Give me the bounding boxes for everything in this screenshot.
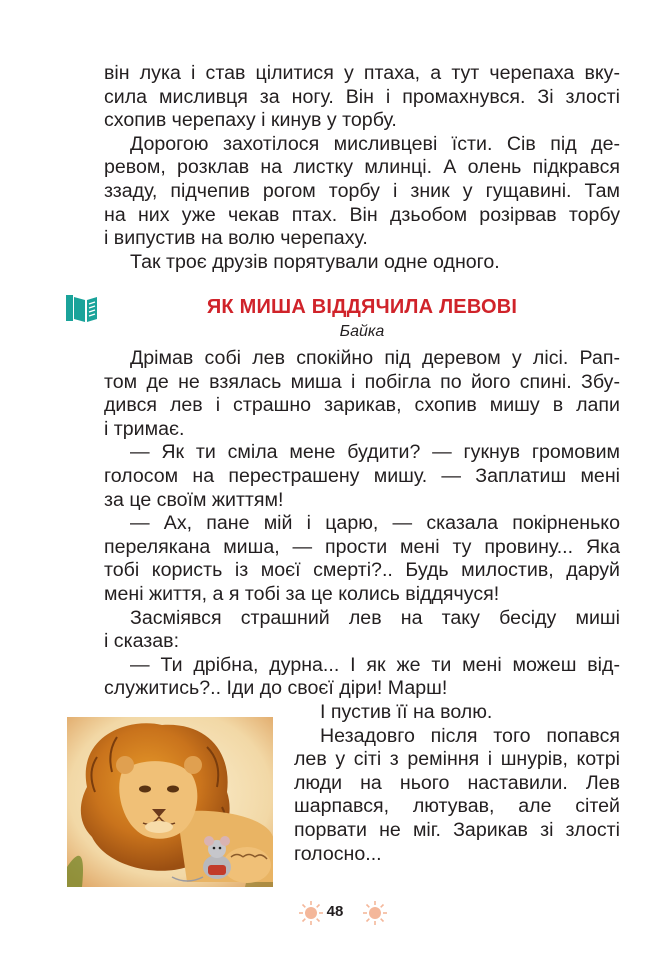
text-line: ревом, розклав на листку млинці. А олень підкрався: [104, 156, 620, 179]
paragraph-lion-mocks: [104, 654, 620, 701]
paragraph-hunter-missed: [104, 62, 620, 133]
text-line: тобі користь із моєї смерті?.. Будь милостив, даруй: [104, 559, 620, 582]
text-line: Незадовго після того попався: [320, 724, 620, 747]
paragraph-lion-speaks: [104, 441, 620, 512]
story-title: ЯК МИША ВІДДЯЧИЛА ЛЕВОВІ: [206, 296, 518, 318]
text-line: служитись?.. Іди до своєї діри! Марш!: [104, 677, 448, 700]
paragraph-lion-sleeping: [104, 347, 620, 441]
paragraph-mouse-pleads: [104, 512, 620, 606]
text-line: шарпався, лютував, але сітей: [294, 795, 620, 818]
text-line: дився лев і страшно зарикав, схопив мишу в лапи: [104, 394, 620, 417]
text-line: за це своїм життям!: [104, 488, 284, 511]
paragraph-set-free: [294, 701, 620, 725]
text-line: він лука і став цілитися у птаха, а тут черепаха вку-: [104, 62, 620, 84]
paragraph-lion-laughs: [104, 607, 620, 654]
text-line: лев у сіті з реміння і шнурів, котрі: [294, 748, 620, 771]
text-line: Засміявся страшний лев на таку бесіду миші: [130, 606, 620, 629]
text-line: том де не взялась миша і побігла по його спині. Збу-: [104, 370, 620, 393]
text-line: Дрімав собі лев спокійно під деревом у лісі. Рап-: [130, 347, 620, 369]
text-line: ззаду, підчепив рогом торбу і зник у гущавині. Там: [104, 179, 620, 202]
text-line: і тримає.: [104, 417, 185, 440]
open-book-icon: [66, 292, 98, 324]
paragraph-lion-trapped: [294, 725, 620, 867]
text-line: і сказав:: [104, 630, 180, 653]
text-line: голосно...: [294, 842, 382, 865]
text-line: люди на нього наставили. Лев: [294, 771, 620, 794]
text-line: мені життя, а я тобі за це колись віддячуся!: [104, 582, 500, 605]
page-number: 48: [326, 903, 344, 920]
paragraph-deer-helps: [104, 133, 620, 251]
sun-ornament-icon: [362, 900, 388, 926]
text-line: голосом на перестрашену мишу. — Заплатиш мені: [104, 464, 620, 487]
text-line: — Як ти сміла мене будити? — гукнув громовим: [130, 441, 620, 464]
text-line: порвати не міг. Зарикав зі злості: [294, 818, 620, 841]
story-subtitle: Байка: [339, 323, 385, 340]
text-line: на них уже чекав птах. Він дзьобом розірвав торбу: [104, 203, 620, 226]
text-line: сила мисливця за ногу. Він і промахнувся. Зі злості: [104, 85, 620, 108]
text-line: — Ах, пане мій і царю, — сказала покірненько: [130, 512, 620, 535]
text-line: І пустив її на волю.: [320, 701, 493, 723]
text-line: — Ти дрібна, дурна... І як же ти мені можеш від-: [130, 653, 620, 676]
paragraph-friends-saved: [104, 251, 620, 275]
text-line: перелякана миша, — прости мені ту провину... Яка: [104, 535, 620, 558]
text-line: і випустив на волю черепаху.: [104, 227, 368, 250]
lion-and-mouse-illustration: [67, 717, 273, 887]
text-line: Так троє друзів порятували одне одного.: [130, 250, 500, 273]
text-line: схопив черепаху і кинув у торбу.: [104, 109, 397, 132]
text-line: Дорогою захотілося мисливцеві їсти. Сів під де-: [130, 132, 620, 155]
